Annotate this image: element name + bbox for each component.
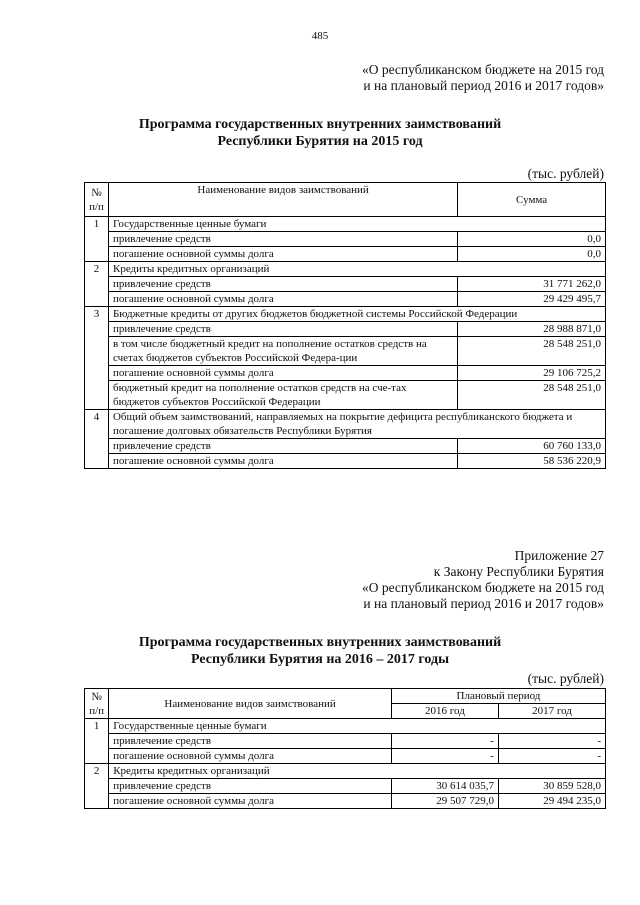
table-header-row — [85, 689, 606, 704]
section-number: 1 — [85, 217, 109, 262]
row-sum: 58 536 220,9 — [458, 454, 606, 469]
section-number: 2 — [85, 262, 109, 307]
row-label: привлечение средств — [109, 734, 392, 749]
row-label: погашение основной суммы долга — [108, 454, 457, 469]
table-row — [85, 794, 606, 809]
row-label: привлечение средств — [108, 232, 457, 247]
law-reference-line: «О республиканском бюджете на 2015 год — [361, 62, 604, 77]
row-sum: 28 988 871,0 — [458, 322, 606, 337]
table-row — [85, 337, 606, 366]
row-value-2017: 29 494 235,0 — [498, 794, 605, 809]
units-label: (тыс. рублей) — [527, 671, 604, 686]
row-value-2017: - — [498, 749, 605, 764]
table-row — [85, 439, 606, 454]
row-label: погашение основной суммы долга — [108, 292, 457, 307]
section-row — [85, 217, 606, 232]
row-label: в том числе бюджетный кредит на пополнение остатков средств на счетах бюджетов субъектов Российской Федера-ции — [108, 337, 457, 366]
table-row — [85, 779, 606, 794]
table-row — [85, 247, 606, 262]
table-row — [85, 366, 606, 381]
borrowing-table-2016-2017 — [84, 688, 606, 809]
row-label: привлечение средств — [108, 322, 457, 337]
title-line: Республики Бурятия на 2016 – 2017 годы — [190, 652, 450, 667]
row-value-2016: - — [391, 734, 498, 749]
title-line: Программа государственных внутренних заимствований — [138, 635, 502, 650]
table-row — [85, 381, 606, 410]
row-label: привлечение средств — [108, 439, 457, 454]
section-title: Кредиты кредитных организаций — [109, 764, 606, 779]
table-row — [85, 292, 606, 307]
section-row — [85, 764, 606, 779]
section-title: Государственные ценные бумаги — [109, 719, 606, 734]
row-label: бюджетный кредит на пополнение остатков средств на сче-тах бюджетов субъектов Российской Федерации — [108, 381, 457, 410]
row-sum: 0,0 — [458, 247, 606, 262]
title-line: Республики Бурятия на 2015 год — [217, 134, 423, 149]
row-sum: 31 771 262,0 — [458, 277, 606, 292]
table-row — [85, 749, 606, 764]
col-2016-header: 2016 год — [391, 704, 498, 719]
col-2017-header: 2017 год — [498, 704, 605, 719]
page-number: 485 — [311, 30, 329, 42]
program-title-2015 — [0, 116, 640, 150]
col-name-header: Наименование видов заимствований — [109, 689, 392, 719]
section-number: 2 — [85, 764, 109, 809]
row-sum: 28 548 251,0 — [458, 381, 606, 410]
section-row — [85, 307, 606, 322]
col-sum-header: Сумма — [458, 183, 606, 217]
section-number: 1 — [85, 719, 109, 764]
col-period-header: Плановый период — [391, 689, 605, 704]
table-row — [85, 322, 606, 337]
row-label: привлечение средств — [109, 779, 392, 794]
row-sum: 0,0 — [458, 232, 606, 247]
row-sum: 28 548 251,0 — [458, 337, 606, 366]
section-row — [85, 719, 606, 734]
row-label: погашение основной суммы долга — [109, 749, 392, 764]
section-number: 3 — [85, 307, 109, 410]
row-value-2017: - — [498, 734, 605, 749]
table-row — [85, 454, 606, 469]
row-sum: 60 760 133,0 — [458, 439, 606, 454]
row-value-2016: 30 614 035,7 — [391, 779, 498, 794]
row-value-2016: 29 507 729,0 — [391, 794, 498, 809]
row-value-2017: 30 859 528,0 — [498, 779, 605, 794]
section-title: Государственные ценные бумаги — [108, 217, 605, 232]
table-row — [85, 277, 606, 292]
section-title: Общий объем заимствований, направляемых на покрытие дефицита республиканского бюджета и погашение долговых обязательств Республики Бурятия — [108, 410, 605, 439]
table-row — [85, 232, 606, 247]
row-sum: 29 106 725,2 — [458, 366, 606, 381]
section-number: 4 — [85, 410, 109, 469]
appendix-line: «О республиканском бюджете на 2015 год — [361, 580, 604, 595]
row-label: привлечение средств — [108, 277, 457, 292]
appendix-line: и на плановый период 2016 и 2017 годов» — [363, 596, 604, 611]
col-number-header: № п/п — [85, 183, 109, 217]
appendix-reference — [362, 548, 604, 612]
law-reference-header — [362, 62, 604, 94]
row-label: погашение основной суммы долга — [108, 366, 457, 381]
title-line: Программа государственных внутренних заимствований — [138, 117, 502, 132]
law-reference-line: и на плановый период 2016 и 2017 годов» — [363, 78, 604, 93]
section-row — [85, 262, 606, 277]
table-row — [85, 734, 606, 749]
appendix-line: Приложение 27 — [514, 548, 604, 563]
units-label: (тыс. рублей) — [527, 166, 604, 181]
section-row — [85, 410, 606, 439]
table-header-row — [85, 183, 606, 217]
row-value-2016: - — [391, 749, 498, 764]
section-title: Кредиты кредитных организаций — [108, 262, 605, 277]
col-number-header: № п/п — [85, 689, 109, 719]
row-label: погашение основной суммы долга — [108, 247, 457, 262]
section-title: Бюджетные кредиты от других бюджетов бюджетной системы Российской Федерации — [108, 307, 605, 322]
borrowing-table-2015 — [84, 182, 606, 469]
col-name-header: Наименование видов заимствований — [108, 183, 457, 217]
program-title-2016-2017 — [0, 634, 640, 668]
appendix-line: к Закону Республики Бурятия — [433, 564, 604, 579]
row-sum: 29 429 495,7 — [458, 292, 606, 307]
row-label: погашение основной суммы долга — [109, 794, 392, 809]
